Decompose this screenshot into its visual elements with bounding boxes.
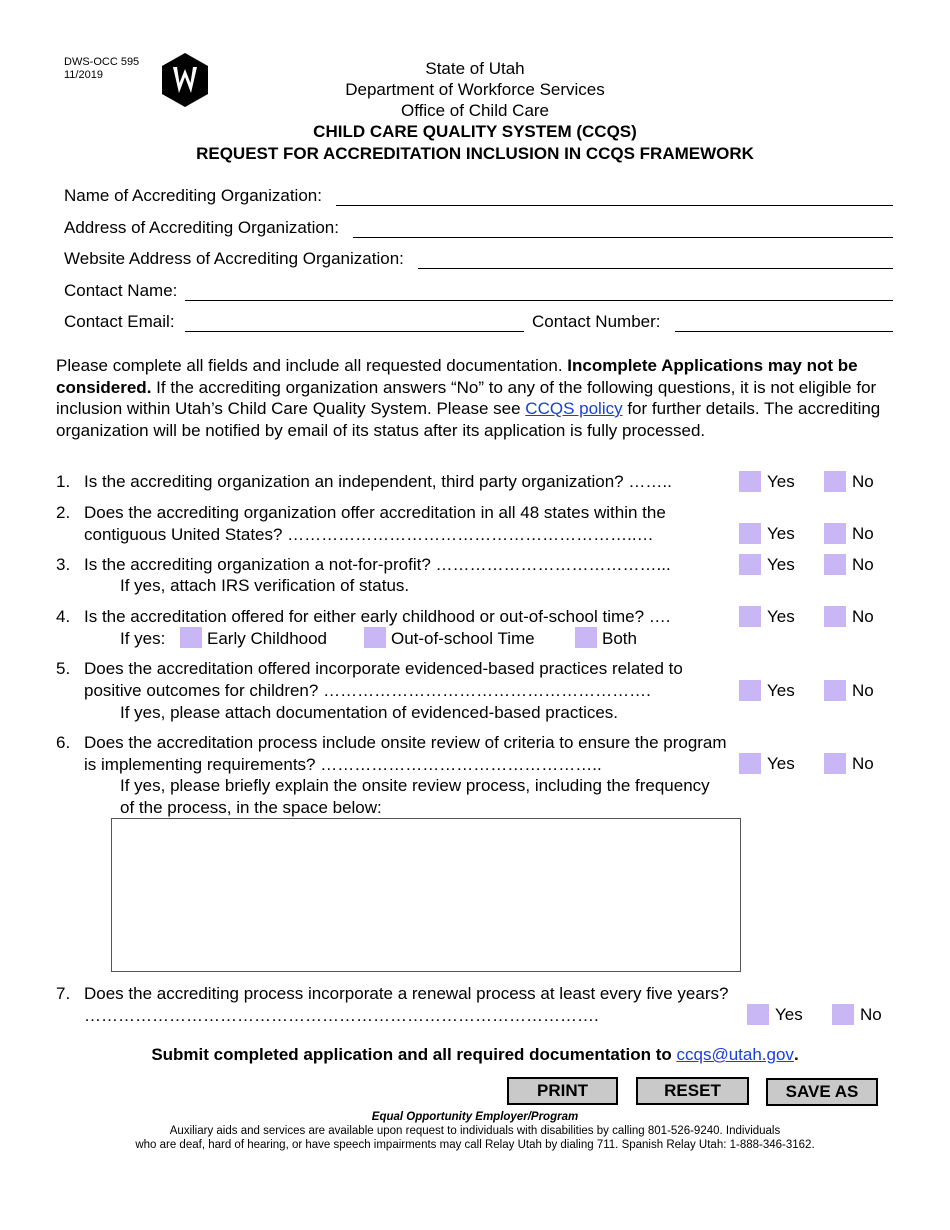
q5-subtext: If yes, please attach documentation of evidenced-based practices. — [120, 703, 619, 722]
contact-number-row — [532, 312, 893, 332]
q5-number: 5. — [56, 659, 71, 678]
form-number: DWS-OCC 595 — [64, 56, 140, 68]
header-office: Office of Child Care — [400, 101, 550, 120]
ccqs-email-link[interactable]: ccqs@utah.gov — [676, 1045, 794, 1064]
footer-line-2: who are deaf, hard of hearing, or have speech impairments may call Relay Utah by dialing 711. Spanish Relay Utah: 1-888-346-3162. — [135, 1139, 815, 1151]
q5-no-label: No — [852, 681, 874, 700]
q2-yes-checkbox[interactable] — [739, 523, 761, 544]
q4-both-checkbox[interactable] — [575, 627, 597, 648]
q4-number: 4. — [56, 607, 71, 626]
submit-instruction — [0, 1045, 950, 1065]
q6-explanation-textarea[interactable] — [111, 818, 741, 972]
instructions-warning: Incomplete Applications may not be considered. — [56, 356, 858, 397]
q4-out-of-school-label: Out-of-school Time — [391, 629, 535, 648]
org-address-field[interactable] — [353, 219, 893, 238]
reset-button[interactable]: RESET — [636, 1077, 749, 1105]
q7-no-label: No — [860, 1005, 882, 1024]
q4-early-childhood-label: Early Childhood — [207, 629, 328, 648]
instructions-text-2: If the accrediting organization answers “No” to any of the following questions, it is not eligible for inclusion within Utah’s Child Care Quality System. Please see — [56, 377, 877, 418]
header-department: Department of Workforce Services — [345, 80, 605, 99]
q7-yes-label: Yes — [775, 1005, 803, 1024]
q1-no-checkbox[interactable] — [824, 471, 846, 492]
q6-text: Does the accreditation process include onsite review of criteria to ensure the program is implementing requirements? ………………………………………….. — [84, 733, 727, 774]
eoe-statement: Equal Opportunity Employer/Program — [371, 1111, 579, 1123]
q2-no-label: No — [852, 524, 874, 543]
page-title: CHILD CARE QUALITY SYSTEM (CCQS) — [313, 122, 637, 141]
q1-text: Is the accrediting organization an independent, third party organization? …….. — [84, 472, 672, 491]
q2-number: 2. — [56, 503, 71, 522]
page-subtitle: REQUEST FOR ACCREDITATION INCLUSION IN CCQS FRAMEWORK — [196, 144, 754, 163]
q4-early-childhood-checkbox[interactable] — [180, 627, 202, 648]
q7-no-checkbox[interactable] — [832, 1004, 854, 1025]
q6-no-checkbox[interactable] — [824, 753, 846, 774]
q7-yes-checkbox[interactable] — [747, 1004, 769, 1025]
contact-email-row — [64, 312, 524, 332]
q4-out-of-school-checkbox[interactable] — [364, 627, 386, 648]
q1-yes-checkbox[interactable] — [739, 471, 761, 492]
org-name-field[interactable] — [336, 187, 893, 206]
q4-yes-label: Yes — [767, 607, 795, 626]
instructions-text-3: for further details. The accrediting organization will be notified by email of its status after its application is fully processed. — [56, 399, 881, 440]
footer-line-1: Auxiliary aids and services are available upon request to individuals with disabilities by calling 801-526-9240. Individuals — [169, 1125, 781, 1137]
contact-email-field[interactable] — [185, 313, 524, 332]
contact-name-row — [64, 281, 893, 301]
q6-no-label: No — [852, 754, 874, 773]
submit-text: Submit completed application and all required documentation to — [151, 1045, 677, 1064]
q5-yes-checkbox[interactable] — [739, 680, 761, 701]
q1-no-label: No — [852, 472, 874, 491]
contact-number-label: Contact Number: — [532, 312, 661, 331]
instructions-text-1: Please complete all fields and include all requested documentation. — [56, 356, 568, 375]
org-website-row — [64, 249, 893, 269]
q3-yes-label: Yes — [767, 555, 795, 574]
q4-if-yes-label: If yes: — [120, 629, 166, 648]
print-button[interactable]: PRINT — [507, 1077, 618, 1105]
q2-no-checkbox[interactable] — [824, 523, 846, 544]
q3-text: Is the accrediting organization a not-for-profit? …………………………………... — [84, 555, 671, 574]
q7-text: Does the accrediting process incorporate a renewal process at least every five years? ………………………………………………………………………………. — [84, 984, 729, 1025]
org-name-row — [64, 186, 893, 206]
q6-subtext: If yes, please briefly explain the onsite review process, including the frequency of the process, in the space below: — [120, 776, 710, 817]
contact-number-field[interactable] — [675, 313, 894, 332]
contact-email-label: Contact Email: — [64, 312, 175, 331]
q5-yes-label: Yes — [767, 681, 795, 700]
form-date: 11/2019 — [64, 69, 103, 81]
q3-number: 3. — [56, 555, 71, 574]
header-state: State of Utah — [425, 59, 525, 78]
q1-yes-label: Yes — [767, 472, 795, 491]
submit-end: . — [793, 1045, 799, 1064]
q2-text: Does the accrediting organization offer accreditation in all 48 states within the contiguous United States? ……………………………………………………..… — [84, 503, 666, 544]
q3-no-label: No — [852, 555, 874, 574]
q6-yes-label: Yes — [767, 754, 795, 773]
instructions — [56, 355, 892, 441]
q3-yes-checkbox[interactable] — [739, 554, 761, 575]
save-as-button[interactable]: SAVE AS — [766, 1078, 878, 1106]
org-address-label: Address of Accrediting Organization: — [64, 218, 339, 237]
q6-yes-checkbox[interactable] — [739, 753, 761, 774]
org-name-label: Name of Accrediting Organization: — [64, 186, 322, 205]
q4-yes-checkbox[interactable] — [739, 606, 761, 627]
q4-both-label: Both — [602, 629, 637, 648]
q1-number: 1. — [56, 472, 71, 491]
q5-no-checkbox[interactable] — [824, 680, 846, 701]
q4-no-label: No — [852, 607, 874, 626]
q4-text: Is the accreditation offered for either early childhood or out-of-school time? …. — [84, 607, 671, 626]
org-website-field[interactable] — [418, 250, 893, 269]
q2-yes-label: Yes — [767, 524, 795, 543]
q4-no-checkbox[interactable] — [824, 606, 846, 627]
q3-no-checkbox[interactable] — [824, 554, 846, 575]
q7-number: 7. — [56, 984, 71, 1003]
ccqs-policy-link[interactable]: CCQS policy — [525, 399, 623, 418]
org-address-row — [64, 218, 893, 238]
contact-name-label: Contact Name: — [64, 281, 178, 300]
contact-name-field[interactable] — [185, 282, 893, 301]
q6-number: 6. — [56, 733, 71, 752]
org-website-label: Website Address of Accrediting Organization: — [64, 249, 404, 268]
q5-text: Does the accreditation offered incorporate evidenced-based practices related to positive outcomes for children? …………………………………………………. — [84, 659, 683, 700]
q3-subtext: If yes, attach IRS verification of status. — [120, 576, 410, 595]
